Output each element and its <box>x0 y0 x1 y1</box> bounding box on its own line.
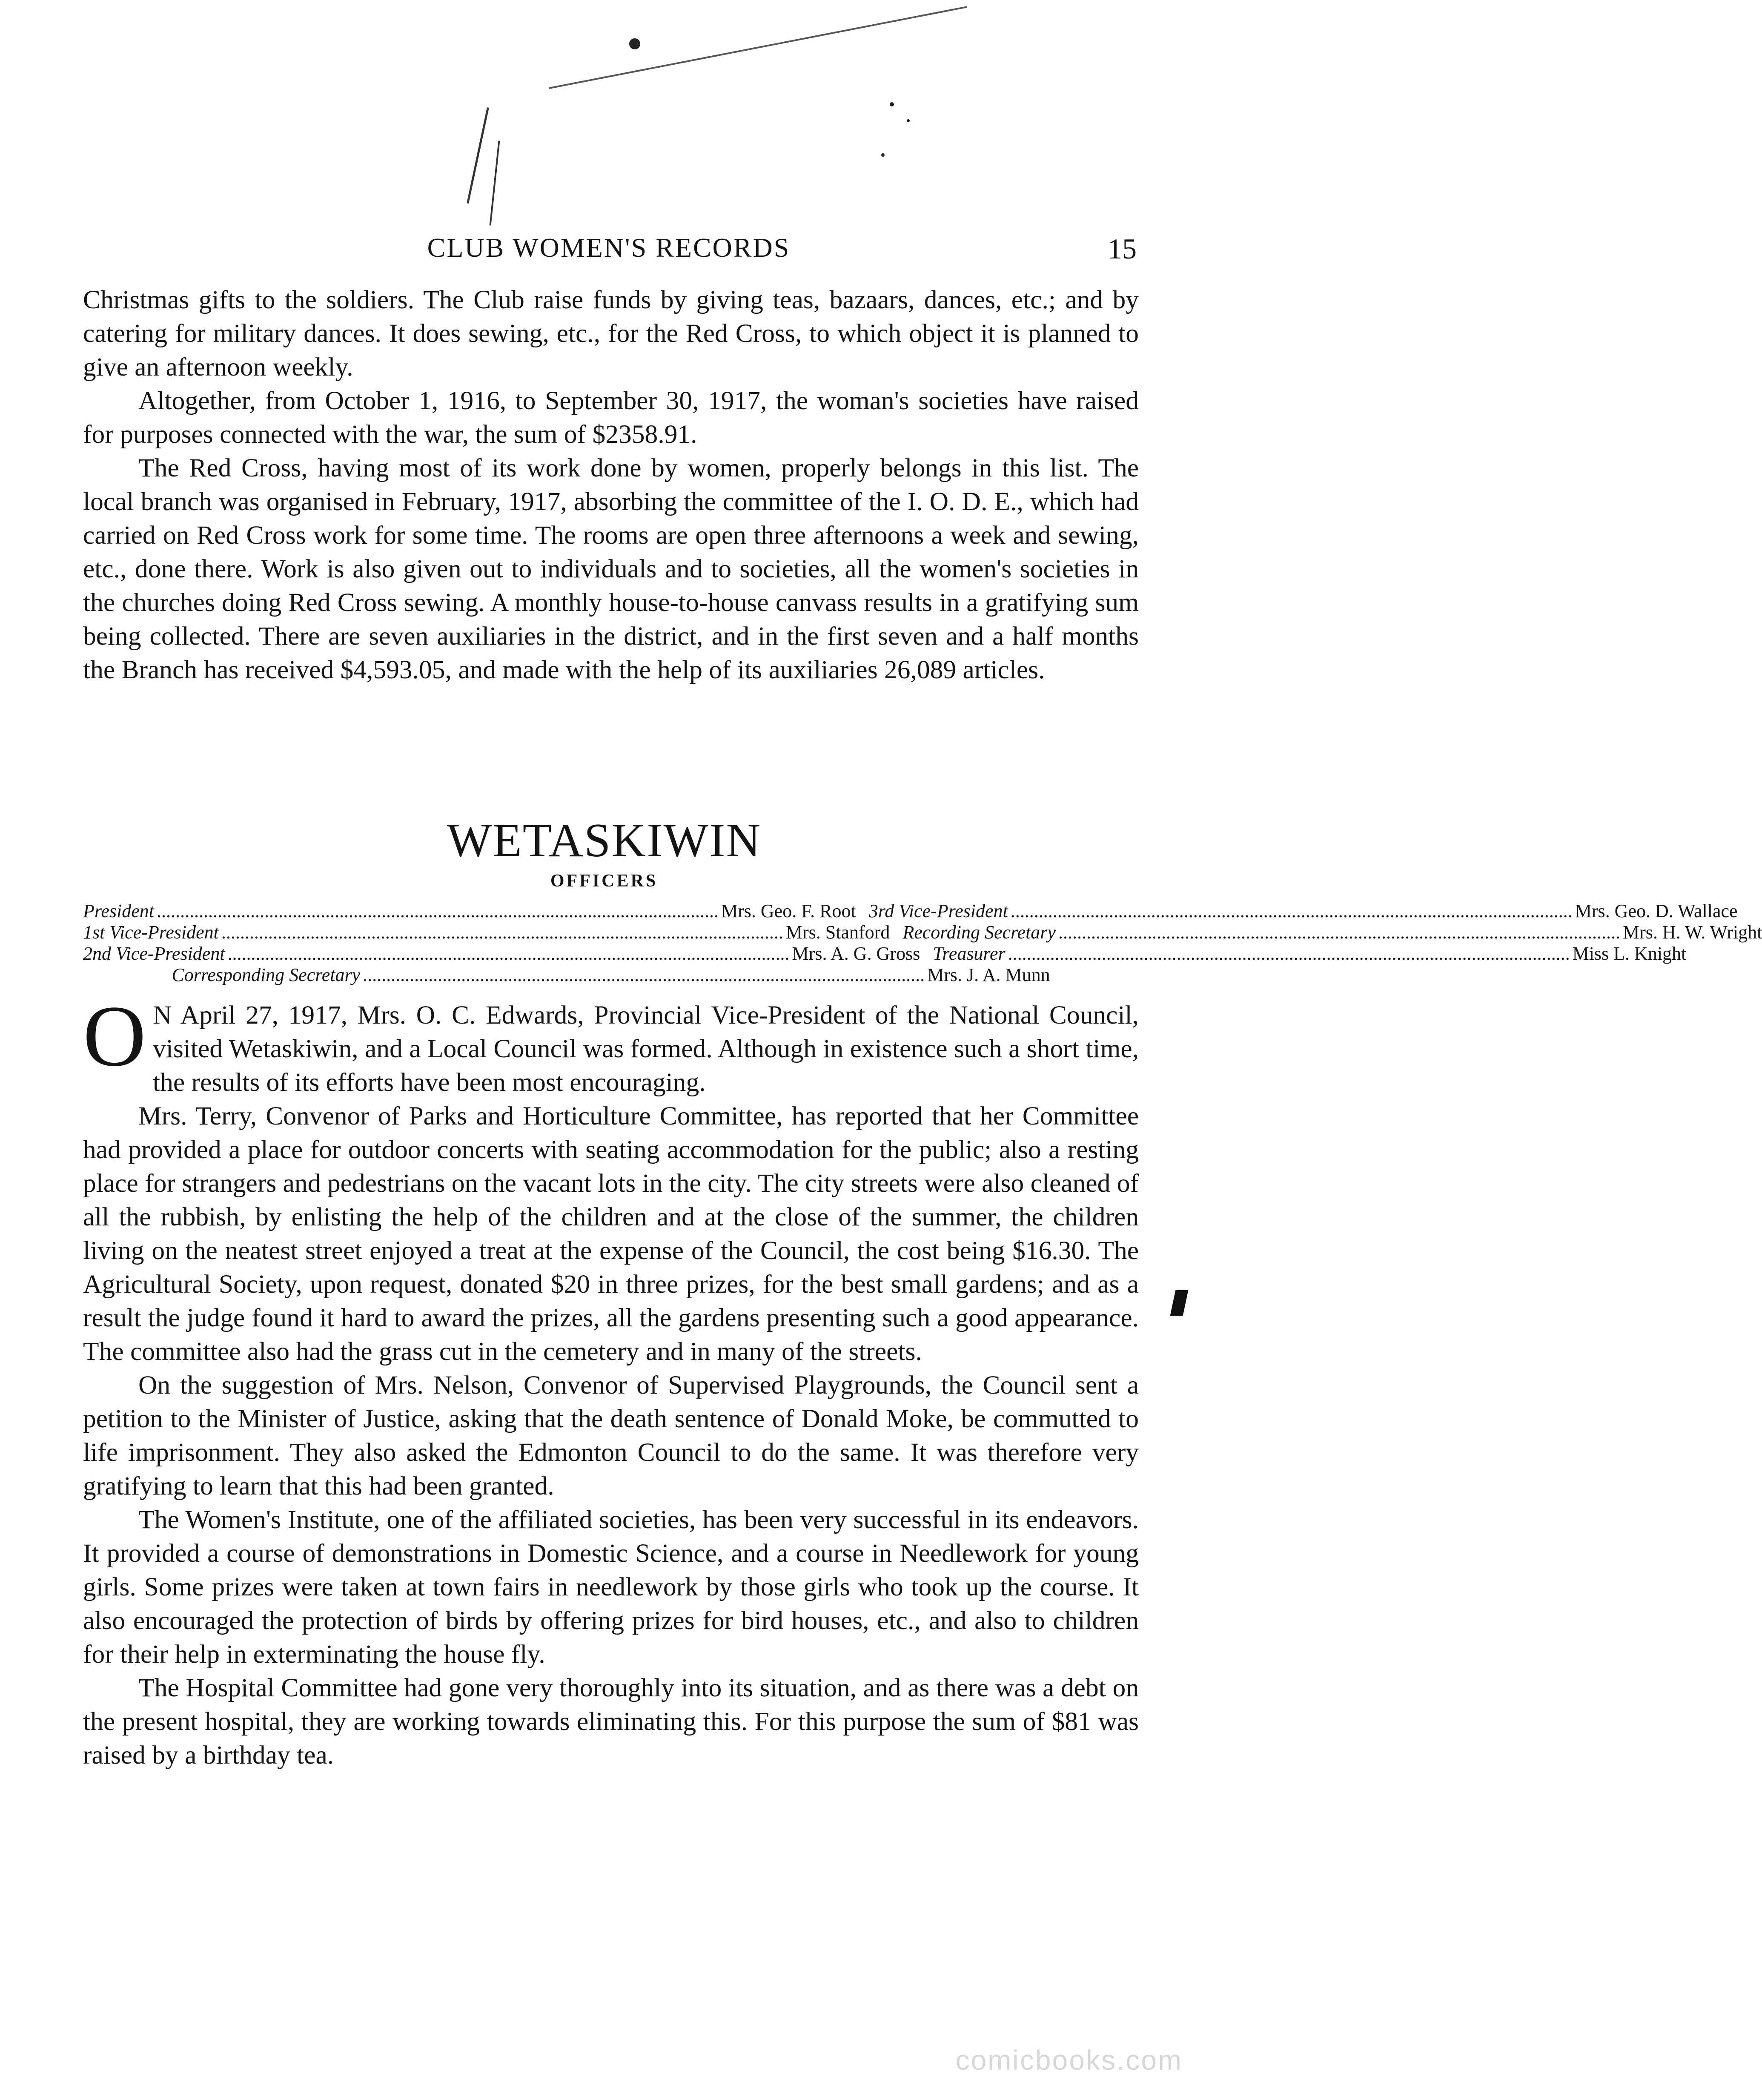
paragraph: Mrs. Terry, Convenor of Parks and Horticulture Committee, has reported that her Committee had provided a place for outdoor concerts with seating accommodation for the public; also a resting place for strangers and pedestrians on the vacant lots in the city. The city streets were also cleaned of all the rubbish, by enlisting the help of the children and at the close of the summer, the children living on the neatest street enjoyed a treat at the expense of the Council, the cost being $16.30. The Agricultural Society, upon request, donated $20 in three prizes, for the best small gardens; and as a result the judge found it hard to award the prizes, all the gardens presenting such a good appearance. The committee also had the grass cut in the cemetery and in many of the streets. <box>83 1102 1139 1366</box>
opening-text: N April 27, 1917, Mrs. O. C. Edwards, Provincial Vice-President of the National Council, visited Wetaskiwin, and a Local Council was formed. Although in existence such a short time, the results of its efforts have been most encouraging. <box>153 1001 1139 1097</box>
officer-title: President <box>83 901 154 921</box>
officer-name: Mrs. Geo. D. Wallace <box>1575 901 1738 921</box>
officer-name: Mrs. J. A. Munn <box>927 964 1050 985</box>
pen-stroke <box>490 141 500 225</box>
officers-row <box>83 943 1687 964</box>
officer-entry <box>83 964 1139 986</box>
officer-title: 1st Vice-President <box>83 922 219 943</box>
running-title: CLUB WOMEN'S RECORDS <box>427 232 791 263</box>
officer-title: 3rd Vice-President <box>868 901 1008 921</box>
section-title: WETASKIWIN <box>447 814 762 867</box>
officers-row <box>83 901 1738 922</box>
speck <box>890 102 894 106</box>
officer-name: Miss L. Knight <box>1572 943 1687 964</box>
pen-stroke <box>549 6 967 89</box>
opening-paragraph <box>83 988 1139 1099</box>
officer-entry <box>933 943 1686 964</box>
margin-mark <box>1170 1290 1189 1316</box>
officer-name: Mrs. H. W. Wright <box>1622 922 1762 943</box>
watermark: comicbooks.com <box>955 2044 1183 2076</box>
officer-title: 2nd Vice-President <box>83 943 225 964</box>
ink-blot <box>629 38 640 49</box>
officer-entry <box>83 922 902 943</box>
paragraph: Christmas gifts to the soldiers. The Club raise funds by giving teas, bazaars, dances, etc.; and by catering for military dances. It does sewing, etc., for the Red Cross, to which object it is planned to give an afternoon weekly. <box>83 285 1139 382</box>
officers-list <box>83 901 1762 986</box>
officer-name: Mrs. A. G. Gross <box>792 943 920 964</box>
paragraph: The Women's Institute, one of the affiliated societies, has been very successful in its endeavors. It provided a course of demonstrations in Domestic Science, and a course in Needlework for young girls. Some prizes were taken at town fairs in needlework by those girls who took up the course. It also encouraged the protection of birds by offering prizes for bird houses, etc., and also to children for their help in exterminating the house fly. <box>83 1505 1139 1669</box>
paragraph: The Hospital Committee had gone very thoroughly into its situation, and as there was a debt on the present hospital, they are working towards eliminating this. For this purpose the sum of $81 was raised by a birthday tea. <box>83 1673 1139 1770</box>
officer-title: Corresponding Secretary <box>172 964 361 985</box>
officer-title: Recording Secretary <box>902 922 1056 943</box>
officer-name: Mrs. Geo. F. Root <box>721 901 856 921</box>
officer-entry <box>902 922 1762 943</box>
officer-entry <box>869 901 1738 922</box>
drop-cap: O <box>83 988 146 1084</box>
section-body <box>83 988 1139 1772</box>
officer-entry <box>83 901 869 922</box>
running-head <box>81 232 1137 270</box>
officer-title: Treasurer <box>933 943 1006 964</box>
continued-text <box>83 283 1139 687</box>
page-number: 15 <box>1108 232 1137 265</box>
pen-stroke <box>467 107 489 204</box>
officers-row <box>83 922 1762 943</box>
officer-entry <box>83 943 933 964</box>
officers-heading: OFFICERS <box>550 871 658 891</box>
speck <box>907 119 910 122</box>
paragraph: On the suggestion of Mrs. Nelson, Convenor of Supervised Playgrounds, the Council sent a petition to the Minister of Justice, asking that the death sentence of Donald Moke, be commutted to life imprisonment. They also asked the Edmonton Council to do the same. It was therefore very gratifying to learn that this had been granted. <box>83 1371 1139 1500</box>
speck <box>881 153 885 157</box>
paragraph: Altogether, from October 1, 1916, to September 30, 1917, the woman's societies have raised for purposes connected with the war, the sum of $2358.91. <box>83 386 1139 449</box>
officer-name: Mrs. Stanford <box>785 922 890 943</box>
paragraph: The Red Cross, having most of its work done by women, properly belongs in this list. The local branch was organised in February, 1917, absorbing the committee of the I. O. D. E., which had carried on Red Cross work for some time. The rooms are open three afternoons a week and sewing, etc., done there. Work is also given out to individuals and to societies, all the women's societies in the churches doing Red Cross sewing. A monthly house-to-house canvass results in a gratifying sum being collected. There are seven auxiliaries in the district, and in the first seven and a half months the Branch has received $4,593.05, and made with the help of its auxiliaries 26,089 articles. <box>83 453 1139 684</box>
